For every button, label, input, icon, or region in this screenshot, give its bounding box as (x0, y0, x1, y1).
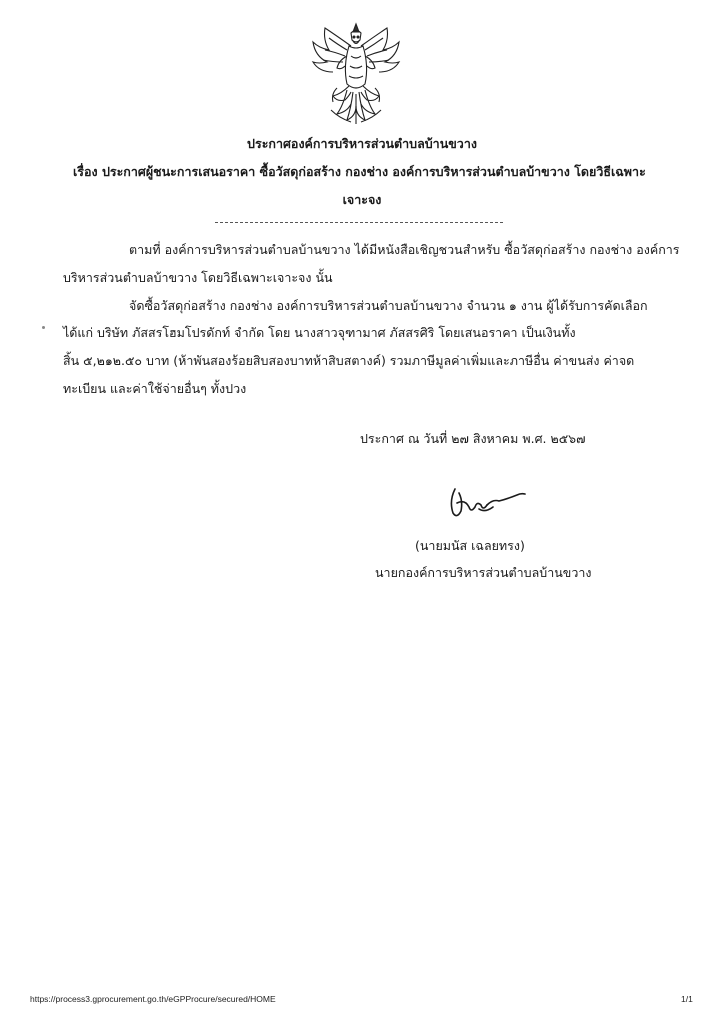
scan-speck (42, 326, 45, 329)
paragraph-1-line-1: ตามที่ องค์การบริหารส่วนตำบลบ้านขวาง ได้มีหนังสือเชิญชวนสำหรับ ซื้อวัสดุก่อสร้าง กองช่าง องค์การ (129, 242, 680, 257)
signature-image (445, 483, 527, 523)
paragraph-2-line-3: สิ้น ๕,๒๑๒.๕๐ บาท (ห้าพันสองร้อยสิบสองบาทห้าสิบสตางค์) รวมภาษีมูลค่าเพิ่มและภาษีอื่น ค่าขนส่ง ค่าจด (63, 353, 635, 368)
signer-position: นายกองค์การบริหารส่วนตำบลบ้านขวาง (375, 565, 592, 580)
signer-name: (นายมนัส เฉลยทรง) (415, 538, 525, 553)
garuda-emblem (307, 22, 405, 128)
paragraph-1-line-2: บริหารส่วนตำบลบ้าขวาง โดยวิธีเฉพาะเจาะจง นั้น (63, 270, 333, 285)
footer-url: https://process3.gprocurement.go.th/eGPProcure/secured/HOME (30, 994, 276, 1004)
subject-line-1: เรื่อง ประกาศผู้ชนะการเสนอราคา ซื้อวัสดุก่อสร้าง กองช่าง องค์การบริหารส่วนตำบลบ้าขวาง โดยวิธีเฉพาะ (73, 164, 646, 179)
footer-page-number: 1/1 (681, 994, 693, 1004)
paragraph-2-line-2: ได้แก่ บริษัท ภัสสรโฮมโปรดักท์ จำกัด โดย นางสาวจุฑามาศ ภัสสรศิริ โดยเสนอราคา เป็นเงินทั้ง (63, 325, 576, 340)
announce-date: ประกาศ ณ วันที่ ๒๗ สิงหาคม พ.ศ. ๒๕๖๗ (360, 431, 586, 446)
paragraph-2-line-4: ทะเบียน และค่าใช้จ่ายอื่นๆ ทั้งปวง (63, 381, 247, 396)
paragraph-2-line-1: จัดซื้อวัสดุก่อสร้าง กองช่าง องค์การบริหารส่วนตำบลบ้านขวาง จำนวน ๑ งาน ผู้ได้รับการคัดเลือก (129, 298, 648, 313)
org-title: ประกาศองค์การบริหารส่วนตำบลบ้านขวาง (247, 136, 477, 151)
subject-line-2: เจาะจง (342, 192, 382, 207)
separator-dashes (215, 222, 503, 223)
